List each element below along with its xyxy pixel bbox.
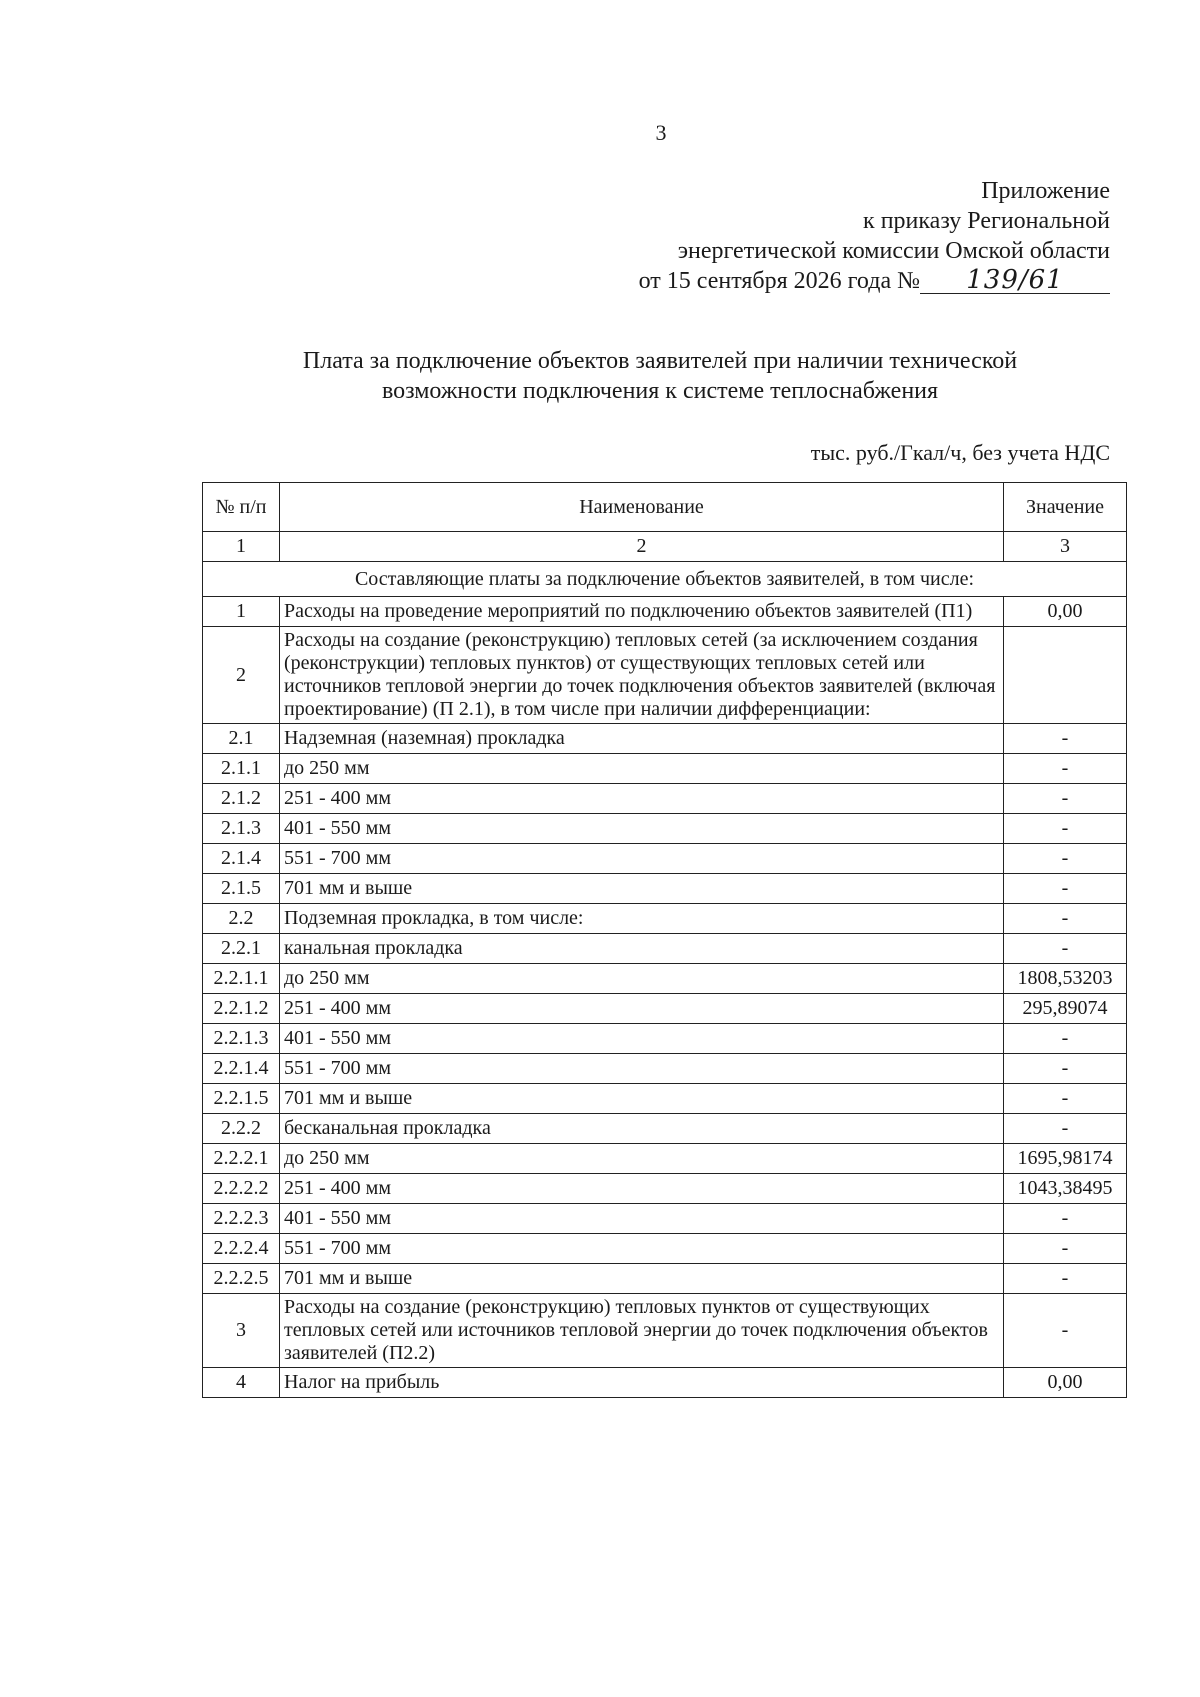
row-name: 551 - 700 мм (280, 1054, 1004, 1084)
row-name: 701 мм и выше (280, 1264, 1004, 1294)
section-row (203, 562, 1127, 597)
row-value: - (1004, 844, 1127, 874)
row-name: до 250 мм (280, 1144, 1004, 1174)
appendix-block (639, 176, 1110, 296)
row-value: - (1004, 1294, 1127, 1368)
table-row (203, 964, 1127, 994)
row-value: 1043,38495 (1004, 1174, 1127, 1204)
row-value: 0,00 (1004, 1368, 1127, 1398)
row-value: - (1004, 1264, 1127, 1294)
row-number: 2.1.3 (203, 814, 280, 844)
row-number: 3 (203, 1294, 280, 1368)
row-name: 701 мм и выше (280, 1084, 1004, 1114)
row-name: канальная прокладка (280, 934, 1004, 964)
row-number: 2.2.2 (203, 1114, 280, 1144)
row-number: 2.2.2.5 (203, 1264, 280, 1294)
table-header-row (203, 483, 1127, 532)
row-value: - (1004, 1114, 1127, 1144)
table-row (203, 904, 1127, 934)
table-row (203, 1234, 1127, 1264)
row-number: 2.2.2.2 (203, 1174, 280, 1204)
section-caption: Составляющие платы за подключение объектов заявителей, в том числе: (203, 562, 1127, 597)
row-number: 2.2.1.1 (203, 964, 280, 994)
row-value: 0,00 (1004, 597, 1127, 627)
row-value: - (1004, 814, 1127, 844)
row-value: - (1004, 1054, 1127, 1084)
row-number: 2.2 (203, 904, 280, 934)
order-number-handwritten: 139/61 (920, 267, 1110, 294)
row-value: - (1004, 934, 1127, 964)
row-name: Расходы на создание (реконструкцию) тепловых сетей (за исключением создания (реконструкции) тепловых пунктов) от существующих тепловых сетей или источников тепловой энергии до точек подключения объектов заявителей (включая проектирование) (П 2.1), в том числе при наличии дифференциации: (280, 627, 1004, 724)
table-row (203, 1054, 1127, 1084)
row-value: - (1004, 724, 1127, 754)
row-number: 2.2.1.4 (203, 1054, 280, 1084)
document-title-line-1: Плата за подключение объектов заявителей при наличии технической (302, 348, 1018, 374)
table-row (203, 754, 1127, 784)
document-title (180, 346, 1140, 406)
row-value: - (1004, 1204, 1127, 1234)
appendix-title: Приложение (981, 178, 1110, 204)
row-name: до 250 мм (280, 754, 1004, 784)
table-row (203, 1144, 1127, 1174)
column-number-3: 3 (1004, 532, 1127, 562)
table-row (203, 724, 1127, 754)
row-name: до 250 мм (280, 964, 1004, 994)
row-name: 401 - 550 мм (280, 814, 1004, 844)
row-value: - (1004, 1234, 1127, 1264)
tariff-table (202, 482, 1127, 1398)
row-value (1004, 627, 1127, 724)
table-row (203, 814, 1127, 844)
table-row (203, 874, 1127, 904)
table-row (203, 1084, 1127, 1114)
row-name: Расходы на создание (реконструкцию) тепловых пунктов от существующих тепловых сетей или источников тепловой энергии до точек подключения объектов заявителей (П2.2) (280, 1294, 1004, 1368)
row-number: 2 (203, 627, 280, 724)
row-name: 551 - 700 мм (280, 1234, 1004, 1264)
table-row (203, 994, 1127, 1024)
row-value: - (1004, 1084, 1127, 1114)
row-number: 2.2.2.4 (203, 1234, 280, 1264)
row-number: 2.2.1.2 (203, 994, 280, 1024)
row-number: 4 (203, 1368, 280, 1398)
row-name: 401 - 550 мм (280, 1204, 1004, 1234)
row-number: 2.2.2.3 (203, 1204, 280, 1234)
table-row (203, 597, 1127, 627)
row-number: 2.2.1 (203, 934, 280, 964)
table-row (203, 1114, 1127, 1144)
row-name: 251 - 400 мм (280, 1174, 1004, 1204)
table-row (203, 784, 1127, 814)
row-number: 2.1.4 (203, 844, 280, 874)
table-row (203, 1174, 1127, 1204)
row-number: 2.2.1.5 (203, 1084, 280, 1114)
header-value: Значение (1004, 483, 1127, 532)
table-row (203, 1368, 1127, 1398)
table-row (203, 934, 1127, 964)
row-number: 2.1.2 (203, 784, 280, 814)
column-number-1: 1 (203, 532, 280, 562)
appendix-order-ref: к приказу Региональной (863, 208, 1110, 234)
appendix-order-line (639, 266, 1110, 296)
row-value: - (1004, 754, 1127, 784)
row-value: - (1004, 904, 1127, 934)
appendix-order-date: от 15 сентября 2026 года № (638, 268, 920, 294)
row-name: 251 - 400 мм (280, 784, 1004, 814)
table-row (203, 1024, 1127, 1054)
row-name: 701 мм и выше (280, 874, 1004, 904)
row-number: 2.1.5 (203, 874, 280, 904)
row-number: 2.1.1 (203, 754, 280, 784)
table-row (203, 1294, 1127, 1368)
row-number: 2.1 (203, 724, 280, 754)
table-row (203, 1264, 1127, 1294)
table-row (203, 627, 1127, 724)
document-title-line-2: возможности подключения к системе теплоснабжения (381, 378, 939, 404)
row-value: - (1004, 874, 1127, 904)
row-name: Подземная прокладка, в том числе: (280, 904, 1004, 934)
row-name: бесканальная прокладка (280, 1114, 1004, 1144)
page-number: 3 (655, 120, 667, 145)
row-value: 1808,53203 (1004, 964, 1127, 994)
column-number-2: 2 (280, 532, 1004, 562)
row-value: - (1004, 784, 1127, 814)
row-name: Расходы на проведение мероприятий по подключению объектов заявителей (П1) (280, 597, 1004, 627)
row-value: 295,89074 (1004, 994, 1127, 1024)
header-number: № п/п (203, 483, 280, 532)
units-note: тыс. руб./Гкал/ч, без учета НДС (810, 440, 1110, 465)
row-name: Надземная (наземная) прокладка (280, 724, 1004, 754)
table-row (203, 844, 1127, 874)
row-value: 1695,98174 (1004, 1144, 1127, 1174)
appendix-commission: энергетической комиссии Омской области (677, 238, 1110, 264)
row-name: 401 - 550 мм (280, 1024, 1004, 1054)
row-number: 2.2.2.1 (203, 1144, 280, 1174)
header-name: Наименование (280, 483, 1004, 532)
column-number-row (203, 532, 1127, 562)
row-name: Налог на прибыль (280, 1368, 1004, 1398)
row-value: - (1004, 1024, 1127, 1054)
row-name: 551 - 700 мм (280, 844, 1004, 874)
row-name: 251 - 400 мм (280, 994, 1004, 1024)
row-number: 1 (203, 597, 280, 627)
row-number: 2.2.1.3 (203, 1024, 280, 1054)
table-row (203, 1204, 1127, 1234)
